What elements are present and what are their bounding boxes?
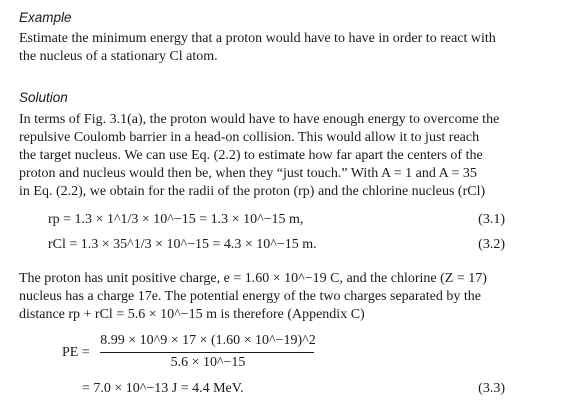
solution-paragraph	[19, 111, 554, 201]
equation-3-1: rp = 1.3 × 1^1/3 × 10^−15 = 1.3 × 10^−15 m,	[48, 212, 304, 227]
charge-line-2: nucleus has a charge 17e. The potential energy of the two charges separated by the	[19, 289, 481, 304]
charge-line-1: The proton has unit positive charge, e = 1.60 × 10^−19 C, and the chlorine (Z = 17)	[19, 271, 487, 286]
example-line-1: Estimate the minimum energy that a proton would have to have in order to react with	[19, 31, 496, 46]
solution-line-2: repulsive Coulomb barrier in a head-on collision. This would allow it to just reach	[19, 130, 480, 145]
solution-heading: Solution	[19, 90, 68, 105]
solution-line-3: the target nucleus. We can use Eq. (2.2) to estimate how far apart the centers of the	[19, 148, 483, 163]
equation-number-3-1: (3.1)	[478, 212, 505, 227]
pe-fraction-bar	[100, 352, 314, 353]
solution-line-5: in Eq. (2.2), we obtain for the radii of the proton (rp) and the chlorine nucleus (rCl)	[19, 184, 486, 199]
charge-paragraph	[19, 270, 554, 324]
solution-line-4: proton and nucleus would then be, when they “just touch.” With A = 1 and A = 35	[19, 166, 477, 181]
example-heading: Example	[19, 10, 72, 25]
pe-result: = 7.0 × 10^−13 J = 4.4 MeV.	[82, 381, 244, 396]
equation-3-2: rCl = 1.3 × 35^1/3 × 10^−15 = 4.3 × 10^−15 m.	[48, 237, 317, 252]
equation-number-3-3: (3.3)	[478, 381, 505, 396]
pe-denominator: 5.6 × 10^−15	[170, 355, 246, 370]
pe-numerator: 8.99 × 10^9 × 17 × (1.60 × 10^−19)^2	[100, 333, 316, 348]
pe-lhs: PE =	[62, 345, 90, 360]
example-line-2: the nucleus of a stationary Cl atom.	[19, 49, 218, 64]
example-statement	[19, 30, 554, 66]
solution-line-1: In terms of Fig. 3.1(a), the proton would have to have enough energy to overcome the	[19, 112, 500, 127]
charge-line-3: distance rp + rCl = 5.6 × 10^−15 m is therefore (Appendix C)	[19, 307, 365, 322]
equation-number-3-2: (3.2)	[478, 237, 505, 252]
